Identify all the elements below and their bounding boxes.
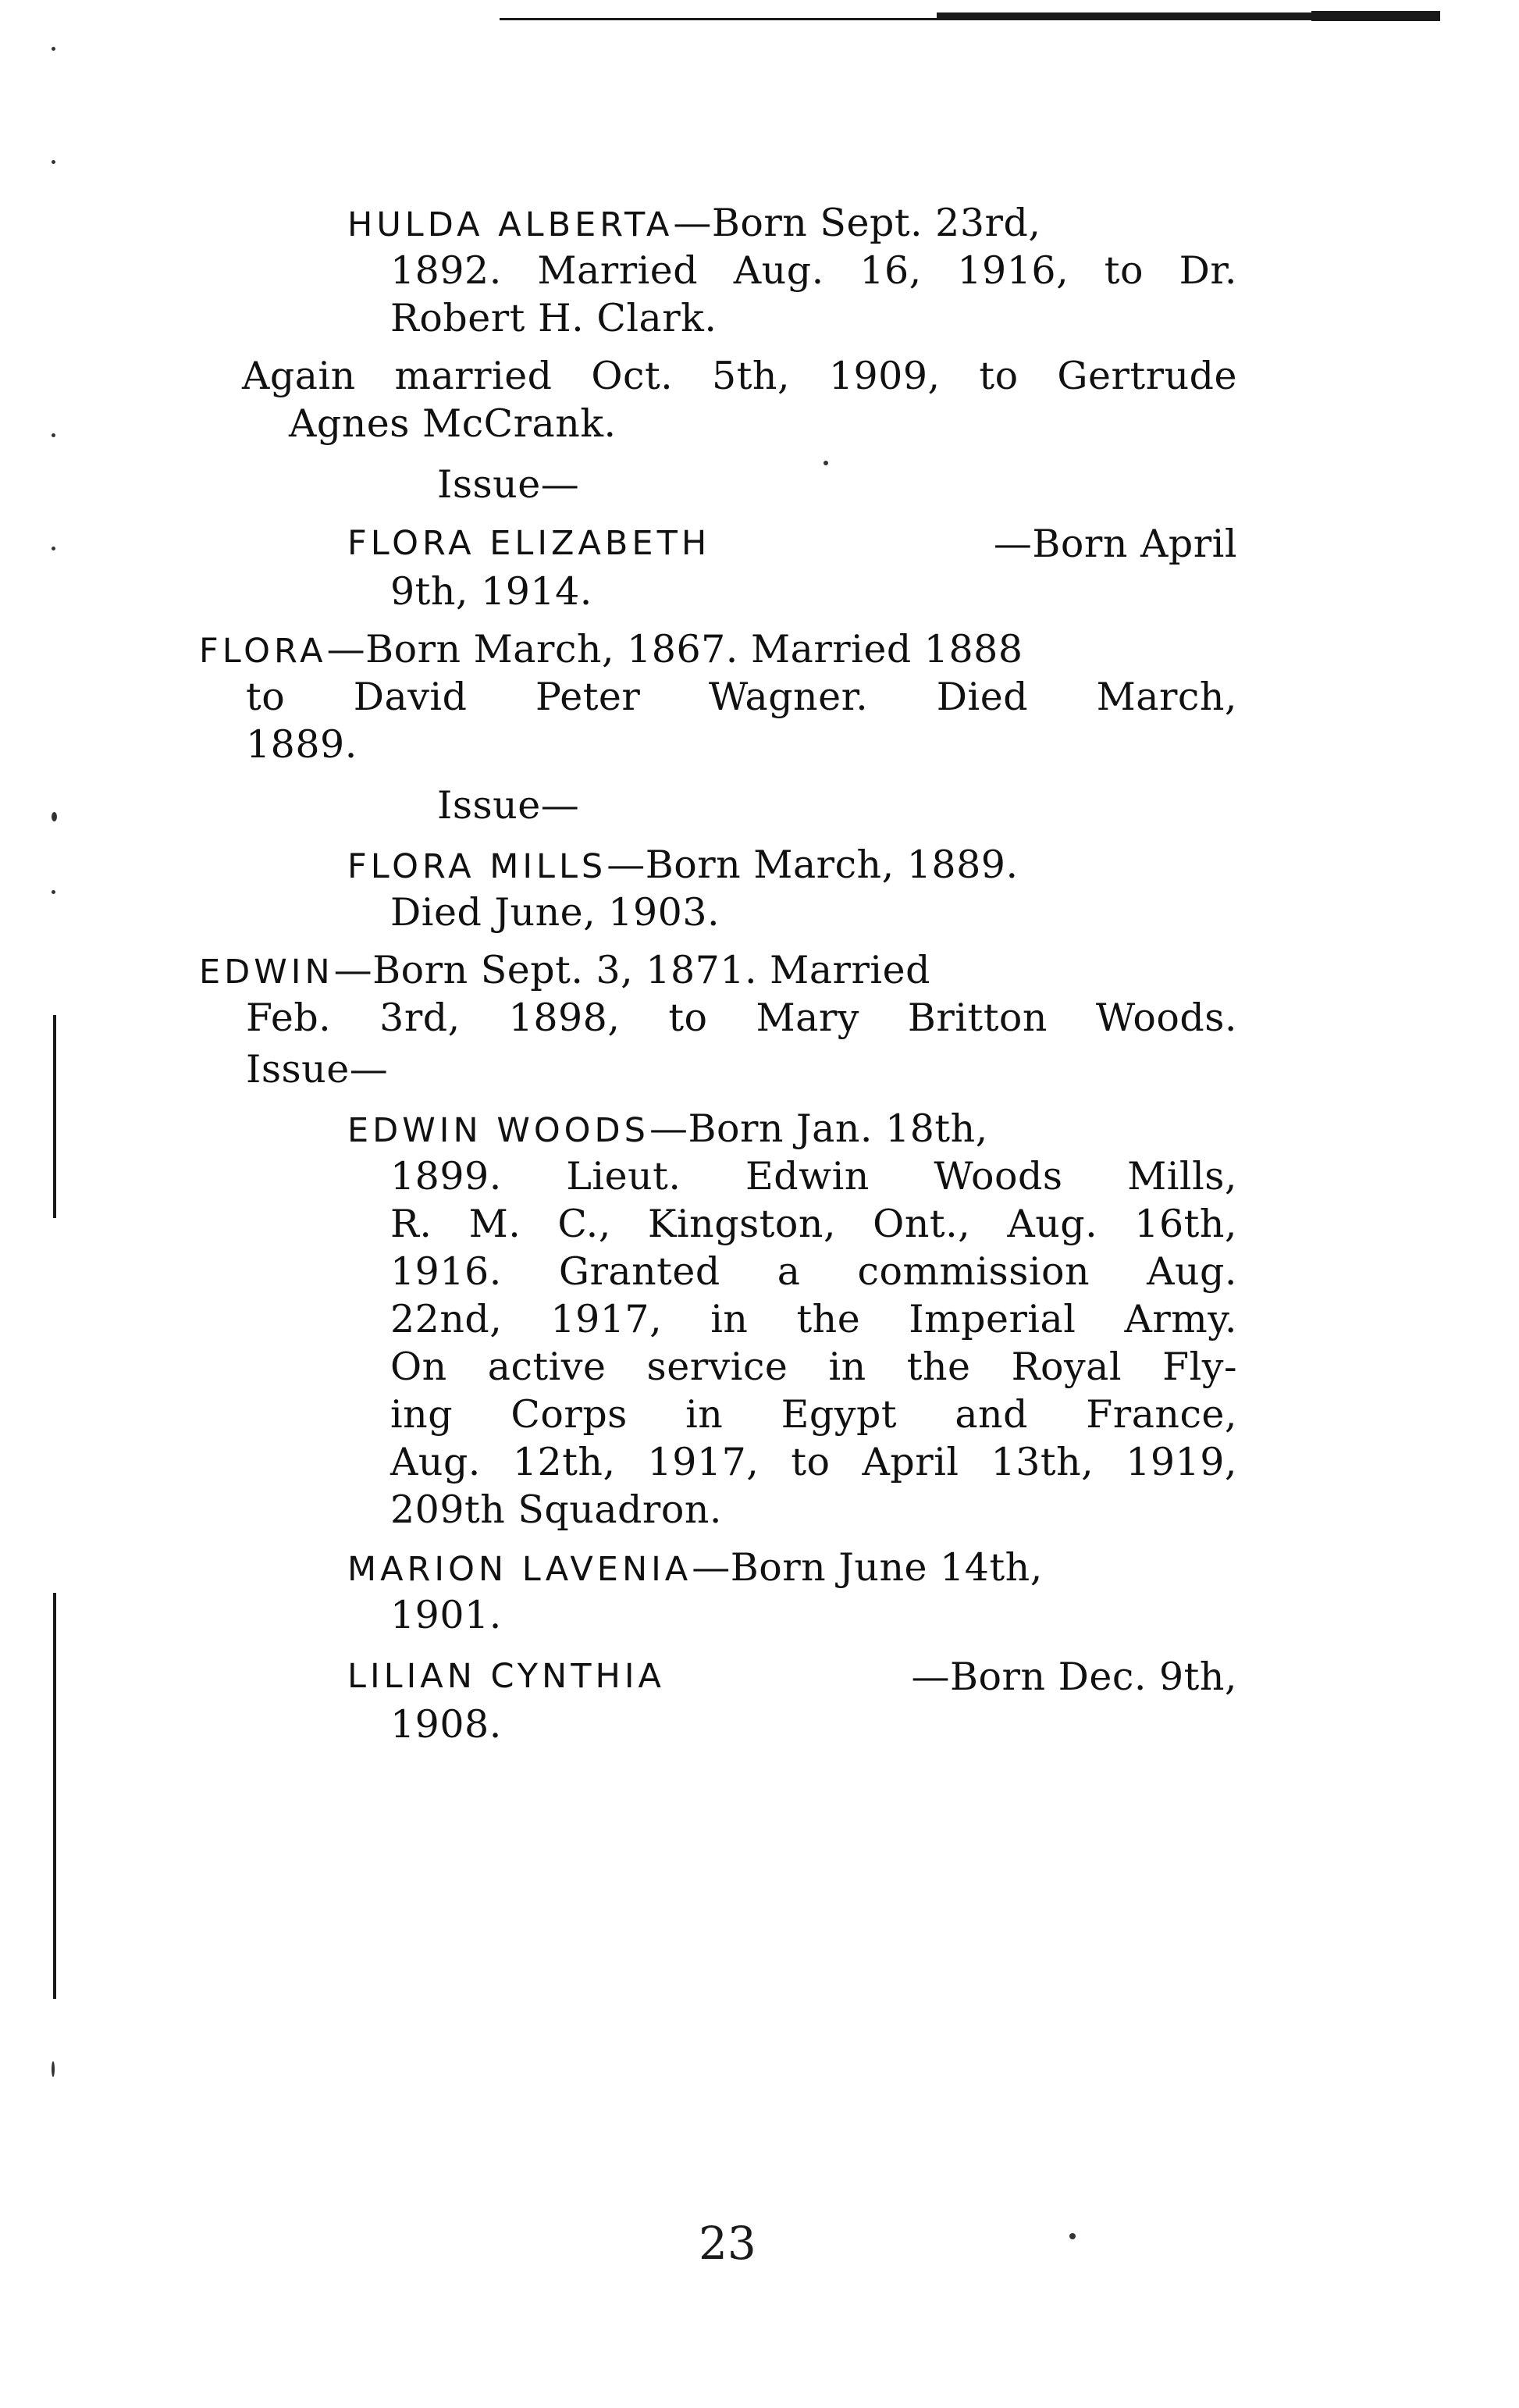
entry-hulda-line-3: Robert H. Clark. xyxy=(390,296,717,340)
entry-flora-mills-line-2: Died June, 1903. xyxy=(390,890,720,935)
entry-hulda-line-1: HULDA ALBERTA—Born Sept. 23rd, xyxy=(347,201,1041,245)
entry-edwin-woods-line-8: Aug. 12th, 1917, to April 13th, 1919, xyxy=(390,1440,1237,1484)
entry-edwin-woods-line-2: 1899. Lieut. Edwin Woods Mills, xyxy=(390,1154,1237,1199)
person-name: LILIAN CYNTHIA xyxy=(347,1657,665,1696)
person-name: FLORA ELIZABETH xyxy=(347,524,711,563)
margin-line xyxy=(53,1015,56,1218)
entry-flora-elizabeth-line-1: FLORA ELIZABETH —Born April xyxy=(347,522,1237,566)
margin-dot xyxy=(52,160,55,164)
person-name: EDWIN WOODS xyxy=(347,1111,649,1150)
margin-marks xyxy=(0,0,78,2408)
stray-dot xyxy=(1069,2233,1076,2239)
entry-edwin-line-2: Feb. 3rd, 1898, to Mary Britton Woods. xyxy=(246,996,1237,1040)
margin-dot xyxy=(52,812,57,821)
entry-marion-line-2: 1901. xyxy=(390,1593,502,1637)
again-married-line-2: Agnes McCrank. xyxy=(289,401,617,446)
person-name: FLORA xyxy=(199,632,327,671)
issue-heading: Issue— xyxy=(437,783,580,828)
entry-flora-line-2: to David Peter Wagner. Died March, xyxy=(246,675,1237,719)
entry-edwin-line-1: EDWIN—Born Sept. 3, 1871. Married xyxy=(199,948,930,992)
margin-dot xyxy=(52,547,55,550)
issue-heading: Issue— xyxy=(437,462,580,507)
margin-dot xyxy=(52,890,55,894)
person-name: EDWIN xyxy=(199,953,334,992)
entry-edwin-woods-line-5: 22nd, 1917, in the Imperial Army. xyxy=(390,1297,1237,1341)
entry-edwin-woods-line-9: 209th Squadron. xyxy=(390,1487,722,1532)
margin-dot xyxy=(52,47,55,51)
person-name: MARION LAVENIA xyxy=(347,1550,692,1589)
margin-line xyxy=(53,1593,56,1999)
again-married-line-1: Again married Oct. 5th, 1909, to Gertrude xyxy=(242,354,1237,398)
person-name: HULDA ALBERTA xyxy=(347,205,674,244)
entry-edwin-woods-line-3: R. M. C., Kingston, Ont., Aug. 16th, xyxy=(390,1202,1237,1246)
entry-flora-elizabeth-line-2: 9th, 1914. xyxy=(390,569,592,614)
stray-dot xyxy=(824,461,828,465)
person-name: FLORA MILLS xyxy=(347,847,607,886)
entry-edwin-woods-line-4: 1916. Granted a commission Aug. xyxy=(390,1249,1237,1294)
entry-flora-line-3: 1889. xyxy=(246,722,358,767)
margin-dot xyxy=(52,433,55,437)
entry-lilian-line-1: LILIAN CYNTHIA —Born Dec. 9th, xyxy=(347,1655,1237,1699)
entry-flora-mills-line-1: FLORA MILLS—Born March, 1889. xyxy=(347,842,1019,887)
entry-flora-line-1: FLORA—Born March, 1867. Married 1888 xyxy=(199,627,1023,671)
entry-edwin-woods-line-7: ing Corps in Egypt and France, xyxy=(390,1392,1237,1437)
entry-marion-line-1: MARION LAVENIA—Born June 14th, xyxy=(347,1545,1043,1590)
entry-lilian-line-2: 1908. xyxy=(390,1702,502,1747)
top-rule xyxy=(500,11,1440,27)
page-number: 23 xyxy=(699,2217,756,2270)
margin-dot xyxy=(52,2061,55,2077)
entry-edwin-woods-line-1: EDWIN WOODS—Born Jan. 18th, xyxy=(347,1106,988,1151)
entry-edwin-woods-line-6: On active service in the Royal Fly- xyxy=(390,1345,1237,1389)
entry-hulda-line-2: 1892. Married Aug. 16, 1916, to Dr. xyxy=(390,248,1237,293)
issue-heading: Issue— xyxy=(246,1047,389,1092)
